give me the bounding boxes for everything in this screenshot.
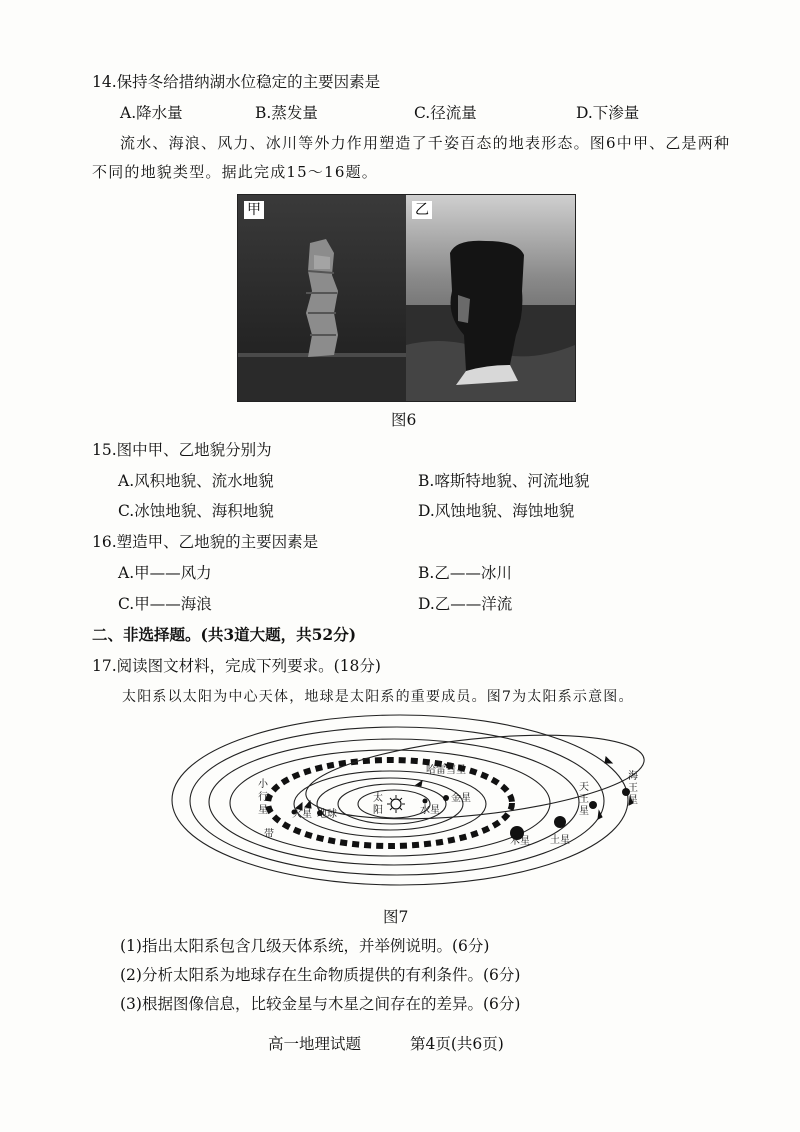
figure7-caption: 图7 [383,908,409,926]
planet-venus [443,795,449,801]
footer-title: 高一地理试题 [268,1035,362,1053]
q14-option-a: A.降水量 [120,104,183,122]
label-neptune-3: 星 [628,795,638,806]
photo-label-yi: 乙 [412,201,432,219]
asteroid-belt [268,760,512,846]
q16-option-b: B.乙——冰川 [418,564,512,582]
q17-intro: 太阳系以太阳为中心天体，地球是太阳系的重要成员。图7为太阳系示意图。 [122,689,634,705]
label-uranus-3: 星 [579,806,589,817]
q15-option-c: C.冰蚀地貌、海积地貌 [118,502,274,520]
label-uranus-1: 天 [579,782,589,793]
orbit-jupiter [230,750,550,856]
label-asteroid-belt-1: 小 [258,779,268,790]
q14-option-d: D.下渗量 [576,104,640,122]
q14-option-c: C.径流量 [414,104,477,122]
intro-paragraph-line2: 不同的地貌类型。据此完成15～16题。 [92,163,378,181]
q17-sub3: (3)根据图像信息，比较金星与木星之间存在的差异。(6分) [120,995,521,1013]
planet-uranus [589,801,597,809]
orbit-uranus [190,727,604,875]
label-earth: 地球 [317,809,337,820]
label-sun-1: 太 [373,793,383,804]
label-neptune-2: 王 [628,783,638,794]
q16-option-c: C.甲——海浪 [118,595,212,613]
intro-paragraph-line1: 流水、海浪、风力、冰川等外力作用塑造了千姿百态的地表形态。图6中甲、乙是两种 [120,134,731,152]
q15-option-d: D.风蚀地貌、海蚀地貌 [418,502,575,520]
landform-photo-jia [238,195,406,401]
q15-stem: 15.图中甲、乙地貌分别为 [92,441,272,459]
label-asteroid-belt-3: 星 [258,805,268,816]
orbit-halley-comet [302,721,648,832]
q17-sub2: (2)分析太阳系为地球存在生命物质提供的有利条件。(6分) [120,966,521,984]
label-halley-comet: 哈雷彗星 [426,765,466,776]
figure6-caption: 图6 [391,411,417,429]
label-mars: 火星 [292,809,312,820]
q16-option-a: A.甲——风力 [118,564,212,582]
solar-system-diagram [170,705,650,895]
q15-option-a: A.风积地貌、流水地貌 [118,472,274,490]
label-neptune-1: 海 [628,771,638,782]
q16-option-d: D.乙——洋流 [418,595,513,613]
label-uranus-2: 王 [579,794,589,805]
footer-page: 第4页(共6页) [410,1035,504,1053]
label-asteroid-belt-2: 行 [258,792,268,803]
planet-saturn [554,816,566,828]
q17-sub1: (1)指出太阳系包含几级天体系统，并举例说明。(6分) [120,937,490,955]
label-sun-2: 阳 [373,805,383,816]
label-saturn: 土星 [550,835,570,846]
q15-option-b: B.喀斯特地貌、河流地貌 [418,472,590,490]
label-jupiter: 木星 [510,836,530,847]
q17-stem: 17.阅读图文材料，完成下列要求。(18分) [92,657,381,675]
section2-title: 二、非选择题。(共3道大题，共52分) [92,625,357,644]
landform-photo-yi [406,195,575,401]
q16-stem: 16.塑造甲、乙地貌的主要因素是 [92,533,319,551]
label-venus: 金星 [451,793,471,804]
sun-symbol [387,795,405,813]
label-mercury: 水星 [420,805,440,816]
q14-option-b: B.蒸发量 [255,104,318,122]
label-asteroid-belt-4: 带 [264,829,274,840]
planet-mercury [423,799,428,804]
figure6-photos [237,194,576,402]
photo-label-jia: 甲 [244,201,264,219]
q14-stem: 14.保持冬给措纳湖水位稳定的主要因素是 [92,73,381,91]
